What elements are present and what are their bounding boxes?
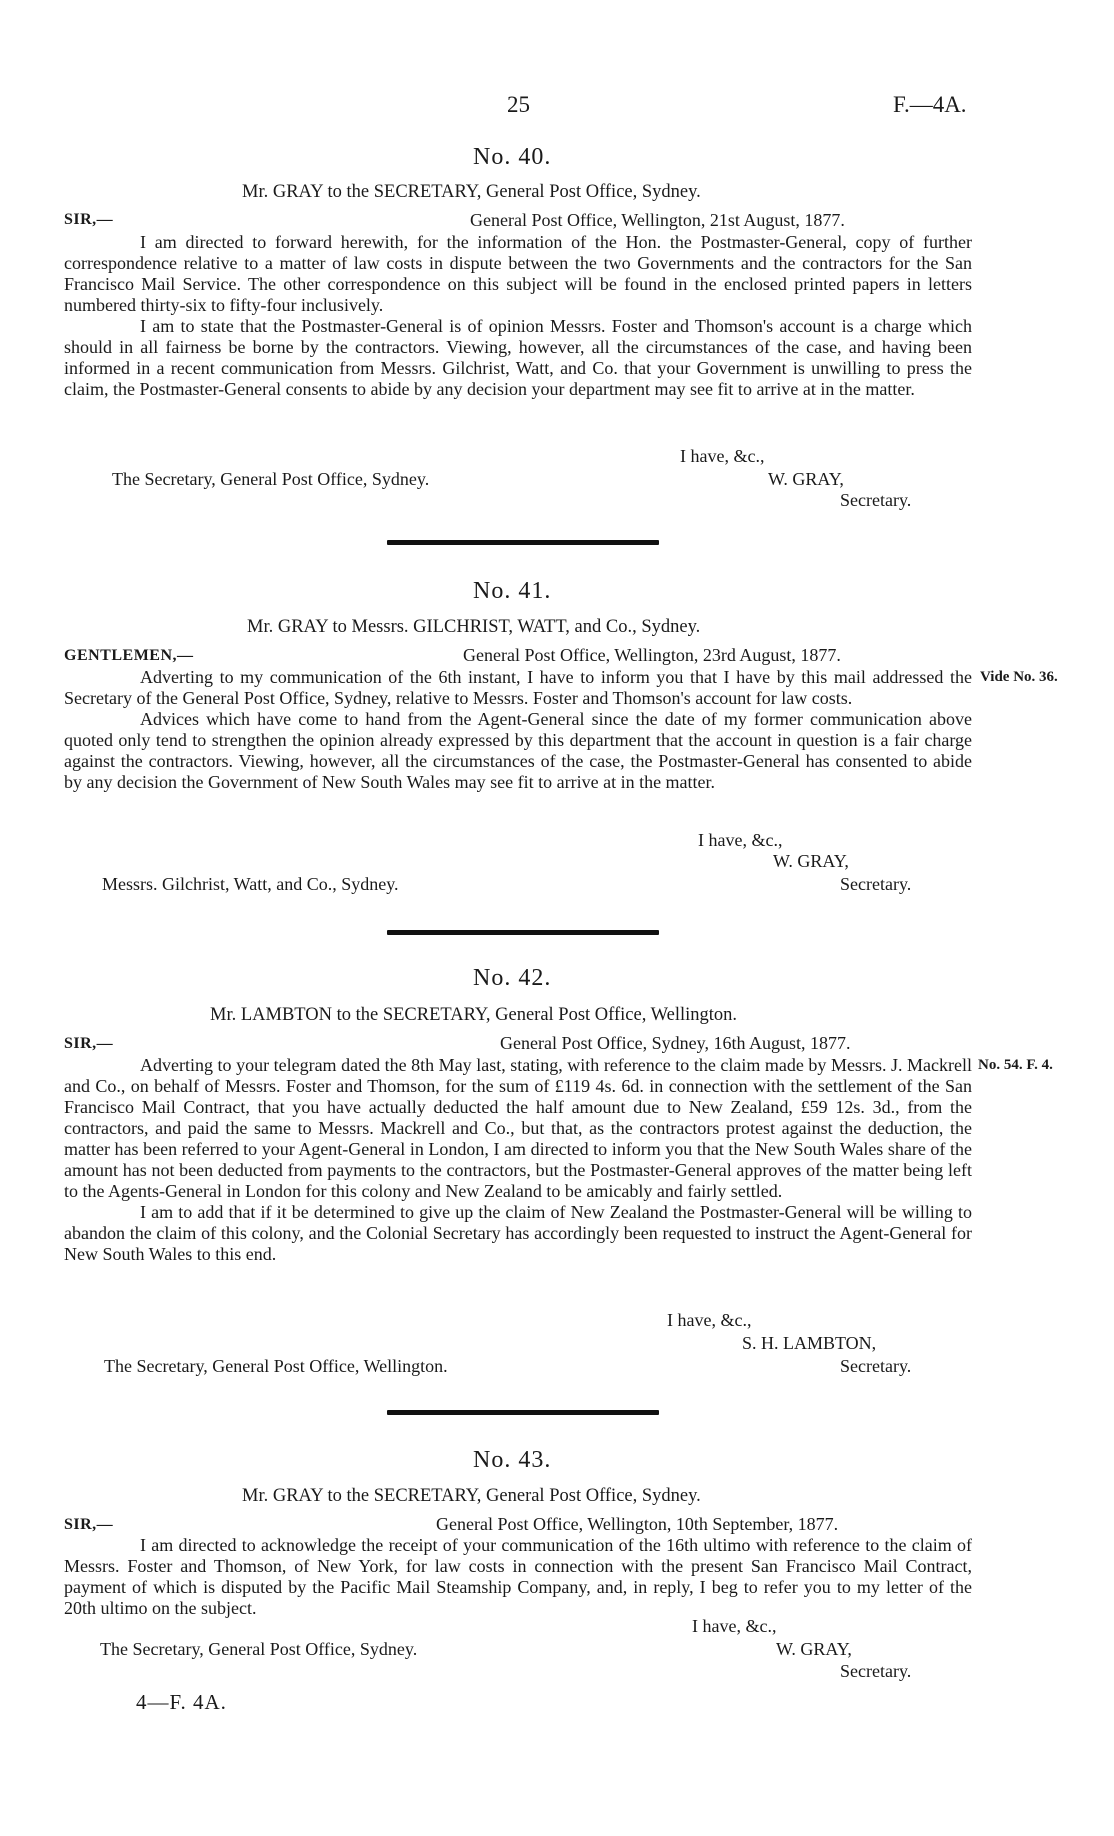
letter-addressee: Messrs. Gilchrist, Watt, and Co., Sydney.: [102, 874, 399, 894]
letter-place-date: General Post Office, Wellington, 10th September, 1877.: [436, 1514, 839, 1534]
letter-place-date: General Post Office, Sydney, 16th August, 1877.: [500, 1033, 851, 1053]
margin-note: Vide No. 36.: [980, 669, 1058, 685]
letter-signatory: W. GRAY,: [768, 469, 844, 489]
letter-signatory: W. GRAY,: [776, 1639, 852, 1659]
letter-addressee: The Secretary, General Post Office, Sydney.: [112, 469, 430, 489]
letter-body: [64, 1055, 972, 1265]
letter-closing: I have, &c.,: [667, 1310, 752, 1330]
printer-signature-mark: 4—F. 4A.: [136, 1690, 227, 1714]
letter-address-line: Mr. GRAY to the SECRETARY, General Post Office, Sydney.: [242, 182, 701, 202]
letter-body: [64, 1535, 972, 1619]
letter-paragraph: Adverting to your telegram dated the 8th May last, stating, with reference to the claim made by Messrs. J. Mackrell and Co., on behalf of Messrs. Foster and Thomson, for the sum of £119 4s. 6d. in connection with the settlement of the San Francisco Mail Contract, that you have actually deducted the half amount due to New Zealand, £59 12s. 3d., from the contractors, and paid the same to Messrs. Mackrell and Co., but that, as the contractors protest against the deduction, the matter has been referred to your Agent-General in London, I am directed to inform you that the New South Wales share of the amount has not been deducted from payments to the contractors, but the Postmaster-General approves of the matter being left to the Agents-General in London for this colony and New Zealand to be amicably and fairly settled.: [64, 1055, 972, 1201]
letter-number: No. 40.: [473, 144, 552, 170]
letter-paragraph: I am to add that if it be determined to give up the claim of New Zealand the Postmaster-General will be willing to abandon the claim of this colony, and the Colonial Secretary has accordingly been requested to instruct the Agent-General for New South Wales to this end.: [64, 1202, 972, 1264]
letter-paragraph: Advices which have come to hand from the Agent-General since the date of my former communication above quoted only tend to strengthen the opinion already expressed by this department that the account in question is a fair charge against the contractors. Viewing, however, all the circumstances of the case, the Postmaster-General has consented to abide by any decision the Government of New South Wales may see fit to arrive at in the matter.: [64, 709, 972, 792]
document-reference: F.—4A.: [893, 92, 967, 117]
letter-body: [64, 232, 972, 400]
letter-number: No. 41.: [473, 578, 552, 604]
page-number: 25: [507, 92, 530, 117]
letter-address-line: Mr. GRAY to Messrs. GILCHRIST, WATT, and Co., Sydney.: [247, 617, 701, 637]
letter-salutation: SIR,—: [64, 1516, 114, 1533]
section-divider: [387, 1410, 659, 1415]
letter-closing: I have, &c.,: [692, 1616, 777, 1636]
letter-closing: I have, &c.,: [698, 830, 783, 850]
letter-signatory-title: Secretary.: [840, 1356, 912, 1376]
letter-paragraph: Adverting to my communication of the 6th instant, I have to inform you that I have by this mail addressed the Secretary of the General Post Office, Sydney, relative to Messrs. Foster and Thomson's account for law costs.: [64, 667, 972, 708]
letter-body: [64, 667, 972, 793]
section-divider: [387, 930, 659, 935]
letter-salutation: SIR,—: [64, 1035, 114, 1052]
letter-closing: I have, &c.,: [680, 446, 765, 466]
letter-signatory-title: Secretary.: [840, 874, 912, 894]
letter-paragraph: I am to state that the Postmaster-General is of opinion Messrs. Foster and Thomson's account is a charge which should in all fairness be borne by the contractors. Viewing, however, all the circumstances of the case, and having been informed in a recent communication from Messrs. Gilchrist, Watt, and Co. that your Government is unwilling to press the claim, the Postmaster-General consents to abide by any decision your department may see fit to arrive at in the matter.: [64, 316, 972, 399]
letter-number: No. 43.: [473, 1447, 552, 1473]
margin-note: No. 54. F. 4.: [978, 1057, 1053, 1073]
letter-address-line: Mr. LAMBTON to the SECRETARY, General Post Office, Wellington.: [210, 1005, 738, 1025]
letter-addressee: The Secretary, General Post Office, Sydney.: [100, 1639, 418, 1659]
letter-paragraph: I am directed to acknowledge the receipt of your communication of the 16th ultimo with reference to the claim of Messrs. Foster and Thomson, of New York, for law costs in connection with the present San Francisco Mail Contract, payment of which is disputed by the Pacific Mail Steamship Company, and, in reply, I beg to refer you to my letter of the 20th ultimo on the subject.: [64, 1535, 972, 1618]
letter-number: No. 42.: [473, 965, 552, 991]
letter-addressee: The Secretary, General Post Office, Wellington.: [104, 1356, 448, 1376]
letter-signatory: S. H. LAMBTON,: [742, 1333, 877, 1353]
letter-signatory-title: Secretary.: [840, 1661, 912, 1681]
letter-address-line: Mr. GRAY to the SECRETARY, General Post Office, Sydney.: [242, 1486, 701, 1506]
letter-signatory-title: Secretary.: [840, 490, 912, 510]
letter-salutation: GENTLEMEN,—: [64, 647, 194, 664]
letter-place-date: General Post Office, Wellington, 21st August, 1877.: [470, 210, 845, 230]
letter-signatory: W. GRAY,: [773, 851, 849, 871]
letter-salutation: SIR,—: [64, 211, 114, 228]
letter-paragraph: I am directed to forward herewith, for the information of the Hon. the Postmaster-General, copy of further correspondence relative to a matter of law costs in dispute between the two Governments and the contractors for the San Francisco Mail Service. The other correspondence on this subject will be found in the enclosed printed papers in letters numbered thirty-six to fifty-four inclusively.: [64, 232, 972, 315]
section-divider: [387, 540, 659, 545]
letter-place-date: General Post Office, Wellington, 23rd August, 1877.: [463, 645, 841, 665]
